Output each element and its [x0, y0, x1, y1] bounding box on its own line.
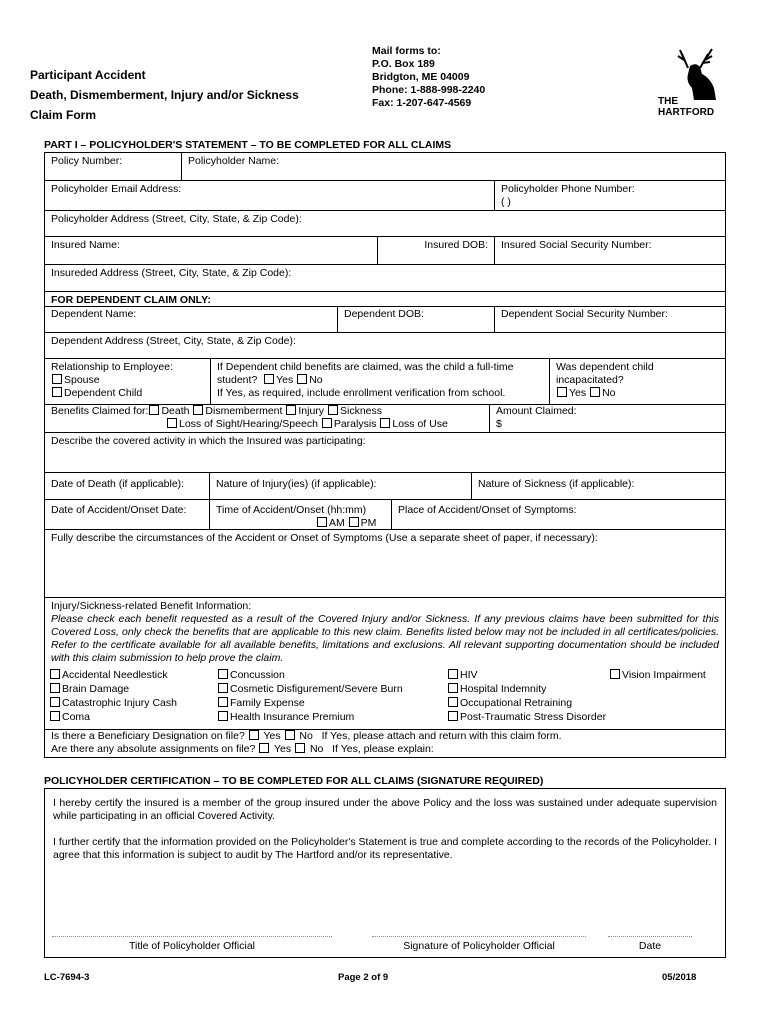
certification-box	[44, 788, 726, 958]
mail-line: Fax: 1-207-647-4569	[372, 97, 472, 109]
beneficiary-no-checkbox[interactable]	[285, 730, 295, 740]
benefit-option[interactable]	[447, 710, 606, 724]
row-beneficiary	[45, 730, 725, 758]
assignment-no-checkbox[interactable]	[295, 743, 305, 753]
label: Cosmetic Disfigurement/Severe Burn	[230, 683, 403, 695]
label: Are there any absolute assignments on file?	[51, 743, 256, 755]
time-accident-field[interactable]	[209, 500, 391, 529]
benefits-col-1	[49, 668, 177, 724]
paralysis-checkbox[interactable]	[322, 418, 332, 428]
label: Injury	[298, 405, 325, 417]
label: Hospital Indemnity	[460, 683, 547, 695]
label: Yes	[273, 743, 292, 755]
student-line	[217, 374, 543, 387]
dependent-header: FOR DEPENDENT CLAIM ONLY:	[51, 294, 211, 306]
label: Policyholder Phone Number:	[501, 183, 635, 195]
insured-name-field[interactable]	[45, 237, 377, 264]
benefit-checkbox[interactable]	[448, 683, 458, 693]
label: Policyholder Name:	[188, 155, 280, 167]
label: Insured Name:	[51, 239, 120, 251]
row-benefits-claimed	[45, 405, 725, 433]
form-number: LC-7694-3	[44, 972, 90, 983]
benefit-option[interactable]	[447, 682, 606, 696]
row-accident	[45, 500, 725, 530]
pm-checkbox[interactable]	[349, 517, 359, 527]
row-relationship	[45, 359, 725, 405]
label: HIV	[460, 669, 478, 681]
label: Sickness	[339, 405, 382, 417]
benefits-line-2	[51, 418, 483, 431]
mail-line: P.O. Box 189	[372, 58, 435, 70]
benefit-checkbox[interactable]	[218, 683, 228, 693]
benefit-instructions: Please check each benefit requested as a result of the Covered Injury and/or Sickness. If any previous claims have been submitted for this Covered Loss, only check the benefits that are applicable to this new claim. Benefits listed below may not be included in all certificates/policies. Refer to the certificate available for all available benefits, limitations and exclusions. All relevant supporting documentation should be included with this claim submission to help prove the claim.	[51, 613, 719, 664]
label: Dependent Child	[64, 387, 143, 399]
label: Insured Social Security Number:	[501, 239, 652, 251]
policyholder-statement-form	[44, 152, 726, 758]
label: Spouse	[64, 374, 100, 386]
benefits-claimed-field	[45, 405, 489, 432]
label: Is there a Beneficiary Designation on file?	[51, 730, 245, 742]
logo-text-hartford: HARTFORD	[658, 107, 715, 118]
dependent-child-option[interactable]	[51, 387, 204, 400]
hartford-logo	[650, 48, 725, 123]
benefit-checkbox[interactable]	[448, 669, 458, 679]
policyholder-name-field[interactable]	[181, 153, 725, 180]
nature-sickness-field[interactable]	[471, 473, 725, 499]
mail-line: Phone: 1-888-998-2240	[372, 84, 486, 96]
label: Dismemberment	[205, 405, 283, 417]
policy-number-field[interactable]	[45, 153, 181, 180]
benefit-checkbox[interactable]	[218, 697, 228, 707]
row-dependent-address	[45, 333, 725, 359]
benefits-line-1	[51, 405, 483, 418]
label: Dependent Name:	[51, 308, 137, 320]
label: Insureded Address (Street, City, State, & Zip Code):	[51, 267, 292, 279]
dependent-address-field[interactable]	[45, 333, 725, 358]
covered-activity-field[interactable]	[45, 433, 725, 472]
death-checkbox[interactable]	[149, 405, 159, 415]
label: Policyholder Address (Street, City, State, & Zip Code):	[51, 213, 302, 225]
label: No	[309, 743, 324, 755]
label: Benefits Claimed for:	[51, 405, 149, 417]
label: No	[299, 730, 313, 742]
signature-label: Signature of Policyholder Official	[403, 940, 555, 952]
label: Health Insurance Premium	[230, 711, 355, 723]
label: student?	[217, 374, 258, 386]
amount-claimed-field[interactable]	[489, 405, 725, 432]
date-of-death-field[interactable]	[45, 473, 209, 499]
policyholder-address-field[interactable]	[45, 211, 725, 236]
benefit-option[interactable]	[217, 696, 403, 710]
label: Loss of Use	[392, 418, 448, 430]
label: Nature of Injury(ies) (if applicable):	[216, 478, 377, 490]
beneficiary-q1	[51, 730, 719, 743]
label: Paralysis	[333, 418, 377, 430]
am-checkbox[interactable]	[317, 517, 327, 527]
date-label: Date	[638, 940, 662, 952]
spouse-checkbox[interactable]	[52, 374, 62, 384]
label: Relationship to Employee:	[51, 361, 173, 373]
part1-title: PART I – POLICYHOLDER'S STATEMENT – TO BE COMPLETED FOR ALL CLAIMS	[44, 139, 452, 151]
row-circumstances	[45, 530, 725, 598]
label: Time of Accident/Onset (hh:mm)	[216, 504, 367, 516]
benefit-checkbox[interactable]	[218, 711, 228, 721]
beneficiary-section	[45, 730, 725, 758]
label: Catastrophic Injury Cash	[62, 697, 177, 709]
label: PM	[360, 517, 377, 529]
benefit-option[interactable]	[447, 696, 606, 710]
label: Yes	[263, 730, 281, 742]
label: Yes	[569, 387, 587, 399]
label: Vision Impairment	[622, 669, 706, 681]
label: Dependent Social Security Number:	[501, 308, 668, 320]
benefit-checkbox[interactable]	[50, 697, 60, 707]
policyholder-email-field[interactable]	[45, 181, 494, 210]
label: No	[309, 374, 323, 386]
date-line[interactable]	[608, 936, 692, 937]
incapacitated-options	[556, 387, 719, 400]
incapacitated-no-checkbox[interactable]	[590, 387, 600, 397]
loss-sight-checkbox[interactable]	[167, 418, 177, 428]
benefit-option[interactable]	[49, 668, 177, 682]
benefit-option[interactable]	[447, 668, 606, 682]
beneficiary-q2	[51, 743, 719, 756]
title-signature-line[interactable]	[52, 936, 332, 937]
label: Nature of Sickness (if applicable):	[478, 478, 635, 490]
question: Was dependent child	[556, 361, 654, 373]
loss-of-use-checkbox[interactable]	[380, 418, 390, 428]
assignment-yes-checkbox[interactable]	[259, 743, 269, 753]
benefit-option[interactable]	[49, 710, 177, 724]
page-number: Page 2 of 9	[338, 972, 389, 983]
incapacitated-yes-checkbox[interactable]	[557, 387, 567, 397]
revision-date: 05/2018	[662, 972, 697, 983]
spouse-option[interactable]	[51, 374, 204, 387]
circumstances-field[interactable]	[45, 530, 725, 597]
label: Post-Traumatic Stress Disorder	[460, 711, 607, 723]
row-death-injury-sickness	[45, 473, 725, 500]
student-yes-checkbox[interactable]	[264, 374, 274, 384]
benefit-option[interactable]	[49, 696, 177, 710]
dependent-name-field[interactable]	[45, 306, 337, 333]
signature-line[interactable]	[372, 936, 586, 937]
mail-line: Mail forms to:	[372, 45, 441, 57]
mail-line: Bridgton, ME 04009	[372, 71, 470, 83]
certification-para-1: I hereby certify the insured is a member of the group insured under the above Policy and the loss was sustained under adequate supervision while participating in an official Covered Activity.	[53, 797, 717, 822]
label: Dependent DOB:	[344, 308, 424, 320]
label: Coma	[62, 711, 91, 723]
row-policyholder-address	[45, 211, 725, 237]
benefit-checkbox[interactable]	[50, 683, 60, 693]
label: Amount Claimed:	[496, 405, 577, 417]
logo-text-the: THE	[658, 96, 678, 107]
label: Concussion	[230, 669, 285, 681]
row-benefit-info	[45, 598, 725, 730]
fulltime-student-field	[210, 359, 549, 404]
label: Accidental Needlestick	[62, 669, 168, 681]
benefit-option[interactable]	[609, 668, 706, 682]
benefit-info-label: Injury/Sickness-related Benefit Information:	[51, 600, 252, 612]
label: Yes	[276, 374, 294, 386]
dollar-sign: $	[496, 418, 502, 430]
injury-checkbox[interactable]	[286, 405, 296, 415]
benefit-option[interactable]	[49, 682, 177, 696]
label: Occupational Retraining	[460, 697, 573, 709]
sickness-checkbox[interactable]	[328, 405, 338, 415]
certification-title: POLICYHOLDER CERTIFICATION – TO BE COMPLETED FOR ALL CLAIMS (SIGNATURE REQUIRED)	[44, 775, 544, 787]
benefit-option[interactable]	[217, 682, 403, 696]
label: Death	[161, 405, 190, 417]
benefit-checkbox[interactable]	[448, 711, 458, 721]
label: Loss of Sight/Hearing/Speech	[179, 418, 318, 430]
benefit-checkbox[interactable]	[218, 669, 228, 679]
insured-address-field[interactable]	[45, 265, 725, 291]
benefit-checkbox[interactable]	[610, 669, 620, 679]
label: Date of Death (if applicable):	[51, 478, 185, 490]
dependent-ssn-field[interactable]	[494, 306, 725, 333]
label: AM	[329, 517, 345, 529]
phone-parens: ( )	[501, 196, 511, 208]
label: Policyholder Email Address:	[51, 183, 182, 195]
row-email	[45, 181, 725, 211]
row-covered-activity	[45, 433, 725, 473]
label: Place of Accident/Onset of Symptoms:	[398, 504, 577, 516]
label: No	[602, 387, 616, 399]
form-title-line-2: Death, Dismemberment, Injury and/or Sickness	[30, 88, 299, 102]
student-no-checkbox[interactable]	[297, 374, 307, 384]
label: Family Expense	[230, 697, 305, 709]
label: Policy Number:	[51, 155, 123, 167]
title-signature-label: Title of Policyholder Official	[128, 940, 256, 952]
certification-para-2: I further certify that the information provided on the Policyholder's Statement is true and complete according to the records of the Policyholder. I agree that this information is subject to audit by The Hartford and/or its representative.	[53, 836, 717, 861]
row-dependent	[45, 292, 725, 333]
relationship-field	[45, 359, 210, 404]
dependent-child-checkbox[interactable]	[52, 387, 62, 397]
label: Fully describe the circumstances of the Accident or Onset of Symptoms (Use a separate sheet of paper, if necessary):	[51, 532, 598, 544]
stag-icon	[650, 48, 725, 100]
label: If Yes, please explain:	[332, 743, 434, 755]
place-accident-field[interactable]	[391, 500, 725, 529]
question: If Dependent child benefits are claimed, was the child a full-time	[217, 361, 514, 373]
benefit-checkbox[interactable]	[50, 669, 60, 679]
form-title-line-3: Claim Form	[30, 108, 97, 122]
row-policy	[45, 153, 725, 181]
label: If Yes, please attach and return with this claim form.	[321, 730, 562, 742]
benefit-option[interactable]	[217, 710, 403, 724]
benefit-checkbox[interactable]	[50, 711, 60, 721]
label: Brain Damage	[62, 683, 130, 695]
benefit-checkbox[interactable]	[448, 697, 458, 707]
ampm-options	[216, 517, 385, 530]
benefits-col-3	[447, 668, 606, 724]
form-title-line-1: Participant Accident	[30, 68, 146, 82]
benefits-col-2	[217, 668, 403, 724]
benefits-col-4	[609, 668, 706, 682]
mailing-address	[372, 45, 485, 110]
question: incapacitated?	[556, 374, 624, 386]
policyholder-phone-field[interactable]	[494, 181, 725, 210]
insured-ssn-field[interactable]	[494, 237, 725, 264]
row-insured	[45, 237, 725, 265]
row-insured-address	[45, 265, 725, 292]
dismemberment-checkbox[interactable]	[193, 405, 203, 415]
label: Describe the covered activity in which the Insured was participating:	[51, 435, 366, 447]
nature-injury-field[interactable]	[209, 473, 471, 499]
label: Dependent Address (Street, City, State, & Zip Code):	[51, 335, 296, 347]
date-accident-field[interactable]	[45, 500, 209, 529]
dependent-dob-field[interactable]	[337, 306, 494, 333]
enrollment-note: If Yes, as required, include enrollment verification from school.	[217, 387, 506, 399]
insured-dob-field[interactable]	[377, 237, 494, 264]
label: Date of Accident/Onset Date:	[51, 504, 187, 516]
beneficiary-yes-checkbox[interactable]	[249, 730, 259, 740]
label: Insured DOB:	[424, 239, 488, 251]
incapacitated-field	[549, 359, 725, 404]
benefit-option[interactable]	[217, 668, 403, 682]
